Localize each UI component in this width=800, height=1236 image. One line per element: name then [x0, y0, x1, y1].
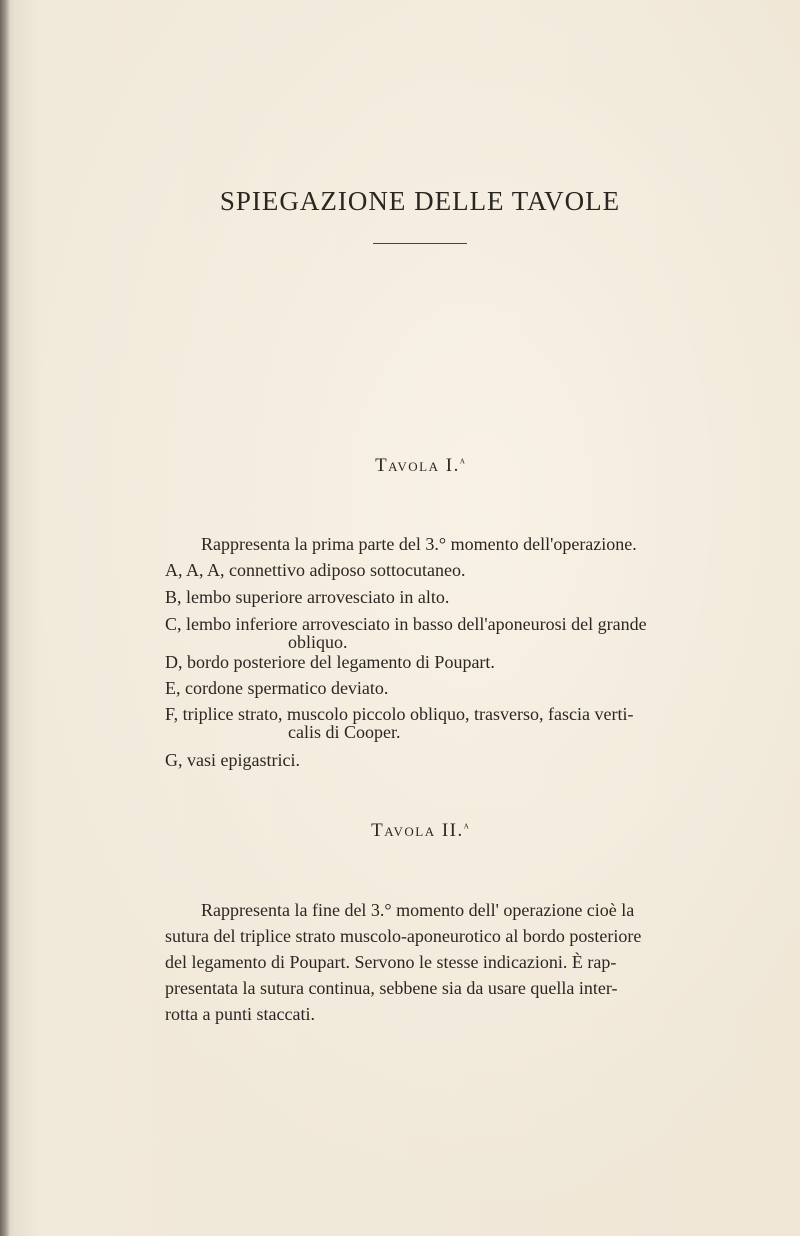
plate-1-item-b: B, lembo superiore arrovesciato in alto. — [165, 587, 450, 607]
plate-1-item-c: C, lembo inferiore arrovesciato in basso dell'aponeurosi del grande — [165, 614, 647, 634]
plate-1-item-e: E, cordone spermatico deviato. — [165, 678, 389, 698]
plate-1-item-g: G, vasi epigastrici. — [165, 750, 300, 770]
plate-1-item-f: F, triplice strato, muscolo piccolo obliquo, trasverso, fascia verti- — [165, 704, 634, 724]
plate-1-item-a: A, A, A, connettivo adiposo sottocutaneo. — [165, 560, 466, 580]
document-title: SPIEGAZIONE DELLE TAVOLE — [219, 186, 621, 216]
plate-1-heading-sup: a — [459, 455, 465, 467]
plate-1-item-c-continuation: obliquo. — [288, 632, 348, 652]
plate-1-item-d: D, bordo posteriore del legamento di Poupart. — [165, 652, 495, 672]
plate-1-item-f-continuation: calis di Cooper. — [288, 722, 401, 742]
plate-2-heading — [0, 820, 800, 842]
title-divider — [373, 243, 467, 244]
plate-2-line-1: Rappresenta la fine del 3.° momento dell' operazione cioè la — [201, 900, 635, 920]
plate-2-line-3: del legamento di Poupart. Servono le stesse indicazioni. È rap- — [165, 952, 617, 972]
plate-2-heading-text: Tavola II. — [371, 820, 464, 841]
plate-2-line-4: presentata la sutura continua, sebbene sia da usare quella inter- — [165, 978, 618, 998]
plate-2-line-2: sutura del triplice strato muscolo-aponeurotico al bordo posteriore — [165, 926, 642, 946]
plate-1-intro: Rappresenta la prima parte del 3.° momento dell'operazione. — [201, 534, 637, 554]
plate-2-heading-sup: a — [463, 820, 469, 832]
plate-2-line-5: rotta a punti staccati. — [165, 1004, 315, 1024]
plate-1-heading — [0, 455, 800, 477]
plate-1-heading-text: Tavola I. — [375, 455, 460, 476]
